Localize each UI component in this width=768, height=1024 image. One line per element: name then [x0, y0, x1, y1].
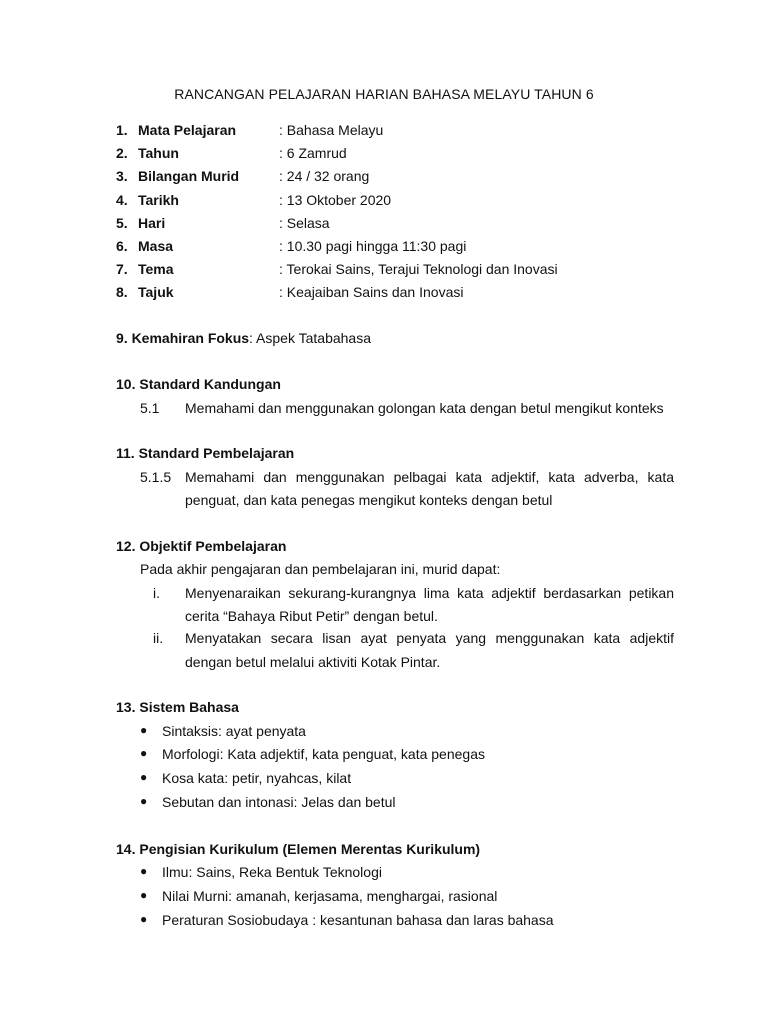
- standard-text: Memahami dan menggunakan pelbagai kata adjektif, kata adverba, kata: [185, 469, 674, 485]
- info-value: : 24 / 32 orang: [279, 168, 370, 185]
- info-label: Tema: [138, 261, 174, 278]
- objective-text: dengan betul melalui aktiviti Kotak Pintar.: [185, 654, 441, 670]
- info-value: : 10.30 pagi hingga 11:30 pagi: [279, 237, 467, 254]
- document-page: RANCANGAN PELAJARAN HARIAN BAHASA MELAYU TAHUN 6 1. Mata Pelajaran : Bahasa Melayu 2. Tahun : 6 Zamrud 3. Bilangan Murid : 24 / 32 orang 4. Tarikh : 13 Oktober 2020 5. Hari : Selasa 6. Masa : 10.30 pagi hingga 11:30 pagi 7. Tema : Terokai Sains, Terajui Teknologi dan Inovasi 8. Tajuk : Keajaiban Sains dan Inovasi 9. Kemahiran Fokus: Aspek Tatabahasa 10. Standard Kandungan 5.1 Memahami dan menggunakan golongan kata dengan betul mengikut konteks 11. Standard Pembelajaran 5.1.5 Memahami dan menggunakan pelbagai kata adjektif, kata adverba, kata penguat, dan kata penegas mengikut konteks dengan betul 12. Objektif Pembelajaran Pada akhir pengajaran dan pembelajaran ini, murid dapat: i. Menyenaraikan sekurang-kurangnya lima kata adjektif berdasarkan petikan cerita “Bahaya Ribut Petir” dengan betul. ii. Menyatakan secara lisan ayat penyata yang menggunakan kata adjektif dengan betul melalui aktiviti Kotak Pintar. 13. Sistem Bahasa ● Sintaksis: ayat penyata ● Morfologi: Kata adjektif, kata penguat, kata penegas ● Kosa kata: petir, nyahcas, kilat ● Sebutan dan intonasi: Jelas dan betul 14. Pengisian Kurikulum (Elemen Merentas Kurikulum) ● Ilmu: Sains, Reka Bentuk Teknologi ● Nilai Murni: amanah, kerjasama, menghargai, rasional ● Peraturan Sosiobudaya : kesantunan bahasa dan laras bahasa: [0, 0, 768, 1024]
- info-number: 2.: [116, 145, 128, 162]
- bullet-icon: ●: [140, 888, 148, 902]
- standard-text: penguat, dan kata penegas mengikut konteks dengan betul: [185, 492, 553, 508]
- info-list: [116, 120, 676, 306]
- info-label: Tarikh: [138, 191, 179, 208]
- standard-text: Memahami dan menggunakan golongan kata dengan betul mengikut konteks: [185, 400, 664, 416]
- objective-text: Menyatakan secara lisan ayat penyata yang menggunakan kata adjektif: [185, 630, 674, 646]
- info-number: 7.: [116, 261, 128, 278]
- info-value: : Selasa: [279, 214, 330, 231]
- info-value: : Terokai Sains, Terajui Teknologi dan Inovasi: [279, 261, 558, 278]
- info-row: [116, 282, 676, 305]
- info-value: : Keajaiban Sains dan Inovasi: [279, 284, 464, 301]
- standard-code: 5.1.5: [140, 469, 172, 485]
- info-row: [116, 190, 676, 213]
- bullet-icon: ●: [140, 864, 148, 878]
- bullet-icon: ●: [140, 794, 148, 808]
- info-label: Bilangan Murid: [138, 168, 240, 185]
- bullet-icon: ●: [140, 746, 148, 760]
- section-heading: 12. Objektif Pembelajaran: [116, 538, 287, 554]
- section-heading: 13. Sistem Bahasa: [116, 699, 239, 715]
- info-value: : 13 Oktober 2020: [279, 191, 392, 208]
- info-number: 8.: [116, 284, 128, 301]
- info-label: Hari: [138, 214, 166, 231]
- info-row: [116, 236, 676, 259]
- info-row: [116, 259, 676, 282]
- objective-number: ii.: [153, 630, 164, 646]
- info-label: Mata Pelajaran: [138, 122, 237, 138]
- section-heading: 10. Standard Kandungan: [116, 376, 281, 392]
- bullet-icon: ●: [140, 723, 148, 737]
- bullet-icon: ●: [140, 770, 148, 784]
- info-number: 6.: [116, 237, 128, 254]
- objective-text: Menyenaraikan sekurang-kurangnya lima kata adjektif berdasarkan petikan: [185, 585, 674, 601]
- objective-number: i.: [153, 585, 160, 601]
- info-value: : Bahasa Melayu: [279, 122, 384, 138]
- bullet-icon: ●: [140, 912, 148, 926]
- info-label: Tahun: [138, 145, 179, 162]
- info-number: 5.: [116, 214, 128, 231]
- info-row: [116, 166, 676, 189]
- info-row: [116, 213, 676, 236]
- info-label: Tajuk: [138, 284, 174, 301]
- section-heading: 9. Kemahiran Fokus: [116, 330, 250, 346]
- section-kemahiran-fokus: [116, 330, 371, 346]
- section-heading: 14. Pengisian Kurikulum (Elemen Merentas Kurikulum): [116, 841, 481, 857]
- info-value: : 6 Zamrud: [279, 145, 347, 162]
- section-heading: 11. Standard Pembelajaran: [116, 445, 295, 461]
- document-title: RANCANGAN PELAJARAN HARIAN BAHASA MELAYU TAHUN 6: [174, 86, 594, 102]
- info-number: 1.: [116, 122, 128, 138]
- objective-text: cerita “Bahaya Ribut Petir” dengan betul.: [185, 608, 438, 624]
- info-number: 4.: [116, 191, 128, 208]
- info-row: [116, 120, 676, 143]
- info-row: [116, 143, 676, 166]
- section-value: : Aspek Tatabahasa: [249, 330, 371, 346]
- standard-code: 5.1: [140, 400, 160, 416]
- objective-intro: Pada akhir pengajaran dan pembelajaran ini, murid dapat:: [140, 561, 501, 577]
- info-label: Masa: [138, 237, 174, 254]
- info-number: 3.: [116, 168, 128, 185]
